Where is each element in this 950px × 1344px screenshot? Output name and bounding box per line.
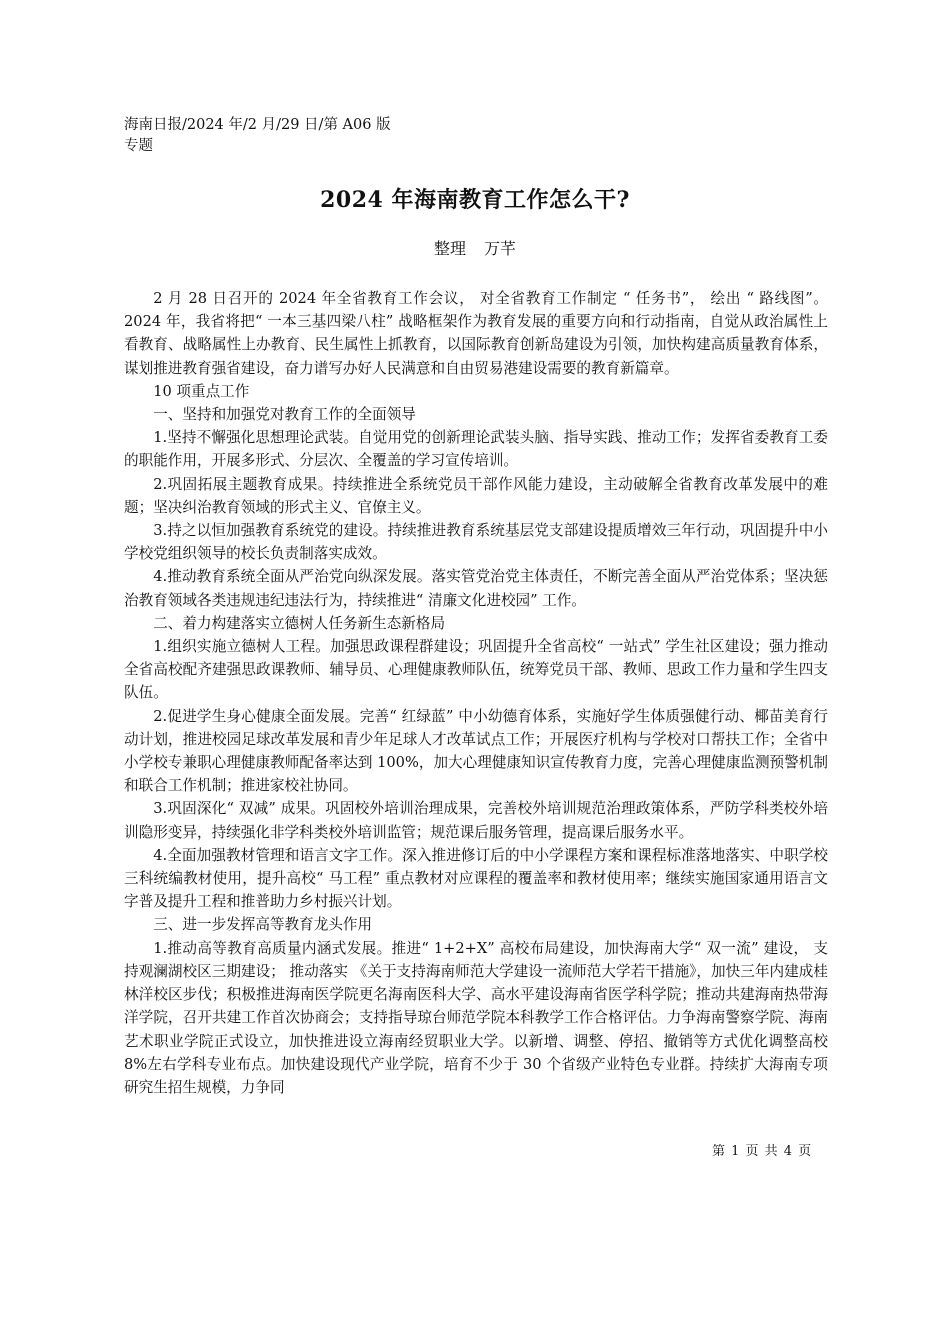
body-paragraph: 4.推动教育系统全面从严治党向纵深发展。落实管党治党主体责任，不断完善全面从严治党体系；坚决惩治教育领域各类违规违纪违法行为，持续推进“ 清廉文化进校园” 工作。 <box>124 568 828 609</box>
body-paragraph: 1.推动高等教育高质量内涵式发展。推进“ 1+2+X” 高校布局建设，加快海南大学“ 双一流” 建设， 支持观澜湖校区三期建设； 推动落实 《关于支持海南师范大学建设一流师范大学若干措施》，加快三年内建成桂林洋校区步伐；积极推进海南医学院更名海南医科大学、高水平建设海南省医学科学院；推动共建海南热带海洋学院，召开共建工作首次协商会；支持指导琼台师范学院本科教学工作合格评估。力争海南警察学院、海南艺术职业学院正式设立，加快推进设立海南经贸职业大学。以新增、调整、停招、撤销等方式优化调整高校 8%左右学科专业布点。加快建设现代产业学院，培育不少于 30 个省级产业特色专业群。持续扩大海南专项研究生招生规模，力争同 <box>124 939 828 1096</box>
article-title: 2024 年海南教育工作怎么干? <box>320 187 630 213</box>
body-paragraph: 4.全面加强教材管理和语言文字工作。深入推进修订后的中小学课程方案和课程标准落地落实、中职学校三科统编教材使用，提升高校“ 马工程” 重点教材对应课程的覆盖率和教材使用率；继续实施国家通用语言文字普及提升工程和推普助力乡村振兴计划。 <box>124 846 828 911</box>
article-body <box>124 287 828 1099</box>
section-heading: 10 项重点工作 <box>153 382 250 400</box>
intro-paragraph: 2 月 28 日召开的 2024 年全省教育工作会议， 对全省教育工作制定 “ 任务书”， 绘出 “ 路线图”。2024 年，我省将把“ 一本三基四梁八柱” 战略框架作为教育发展的重要方向和行动指南，自觉从政治属性上看教育、战略属性上办教育、民生属性上抓教育，以国际教育创新岛建设为引领，加快构建高质量教育体系，谋划推进教育强省建设，奋力谱写办好人民满意和自由贸易港建设需要的教育新篇章。 <box>124 290 828 377</box>
body-paragraph: 3.巩固深化“ 双减” 成果。巩固校外培训治理成果，完善校外培训规范治理政策体系，严防学科类校外培训隐形变异，持续强化非学科类校外培训监管；规范课后服务管理，提高课后服务水平。 <box>124 800 828 841</box>
body-paragraph: 1.组织实施立德树人工程。加强思政课程群建设；巩固提升全省高校“ 一站式” 学生社区建设；强力推动全省高校配齐建强思政课教师、辅导员、心理健康教师队伍，统筹党员干部、教师、思政工作力量和学生四支队伍。 <box>124 638 828 702</box>
body-paragraph: 3.持之以恒加强教育系统党的建设。持续推进教育系统基层党支部建设提质增效三年行动，巩固提升中小学校党组织领导的校长负责制落实成效。 <box>124 522 828 563</box>
body-paragraph: 2.促进学生身心健康全面发展。完善“ 红绿蓝” 中小幼德育体系，实施好学生体质强健行动、椰苗美育行动计划，推进校园足球改革发展和青少年足球人才改革试点工作；开展医疗机构与学校对口帮扶工作；全省中小学校专兼职心理健康教师配备率达到 100%，加大心理健康知识宣传教育力度，完善心理健康监测预警机制和联合工作机制；推进家校社协同。 <box>124 707 828 795</box>
author-name: 万芊 <box>484 239 517 258</box>
body-paragraph: 2.巩固拓展主题教育成果。持续推进全系统党员干部作风能力建设，主动破解全省教育改革发展中的难题；坚决纠治教育领域的形式主义、官僚主义。 <box>124 475 828 516</box>
author-role: 整理 <box>433 239 466 258</box>
section-heading: 一、坚持和加强党对教育工作的全面领导 <box>153 406 416 424</box>
author-line <box>0 236 950 259</box>
body-paragraph: 1.坚持不懈强化思想理论武装。自觉用党的创新理论武装头脑、指导实践、推动工作；发挥省委教育工委的职能作用，开展多形式、分层次、全覆盖的学习宣传培训。 <box>124 429 828 470</box>
page-footer: 第 1 页 共 4 页 <box>712 1144 812 1159</box>
source-line: 海南日报/2024 年/2 月/29 日/第 A06 版专题 <box>124 117 391 154</box>
section-heading: 三、进一步发挥高等教育龙头作用 <box>153 916 373 934</box>
section-heading: 二、着力构建落实立德树人任务新生态新格局 <box>153 614 446 632</box>
